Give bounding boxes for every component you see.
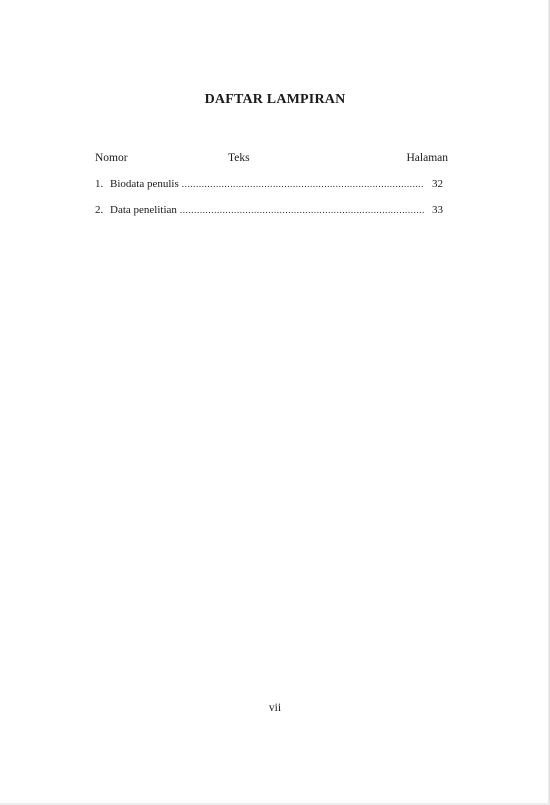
list-item [95, 178, 443, 192]
column-header-halaman: Halaman [406, 152, 448, 164]
entry-page: 33 [432, 204, 443, 216]
entry-page: 32 [432, 178, 443, 190]
entry-label: Biodata penulis [110, 178, 179, 190]
list-item [95, 204, 443, 218]
page-title: DAFTAR LAMPIRAN [204, 92, 346, 107]
dot-leader [180, 205, 424, 215]
column-header-nomor: Nomor [95, 152, 128, 164]
page-number: vii [268, 702, 282, 714]
entry-label: Data penelitian [110, 204, 177, 216]
entry-number: 2. [95, 204, 104, 216]
table-header [95, 152, 448, 166]
column-header-teks: Teks [228, 152, 250, 164]
dot-leader [182, 179, 424, 189]
entry-number: 1. [95, 178, 104, 190]
